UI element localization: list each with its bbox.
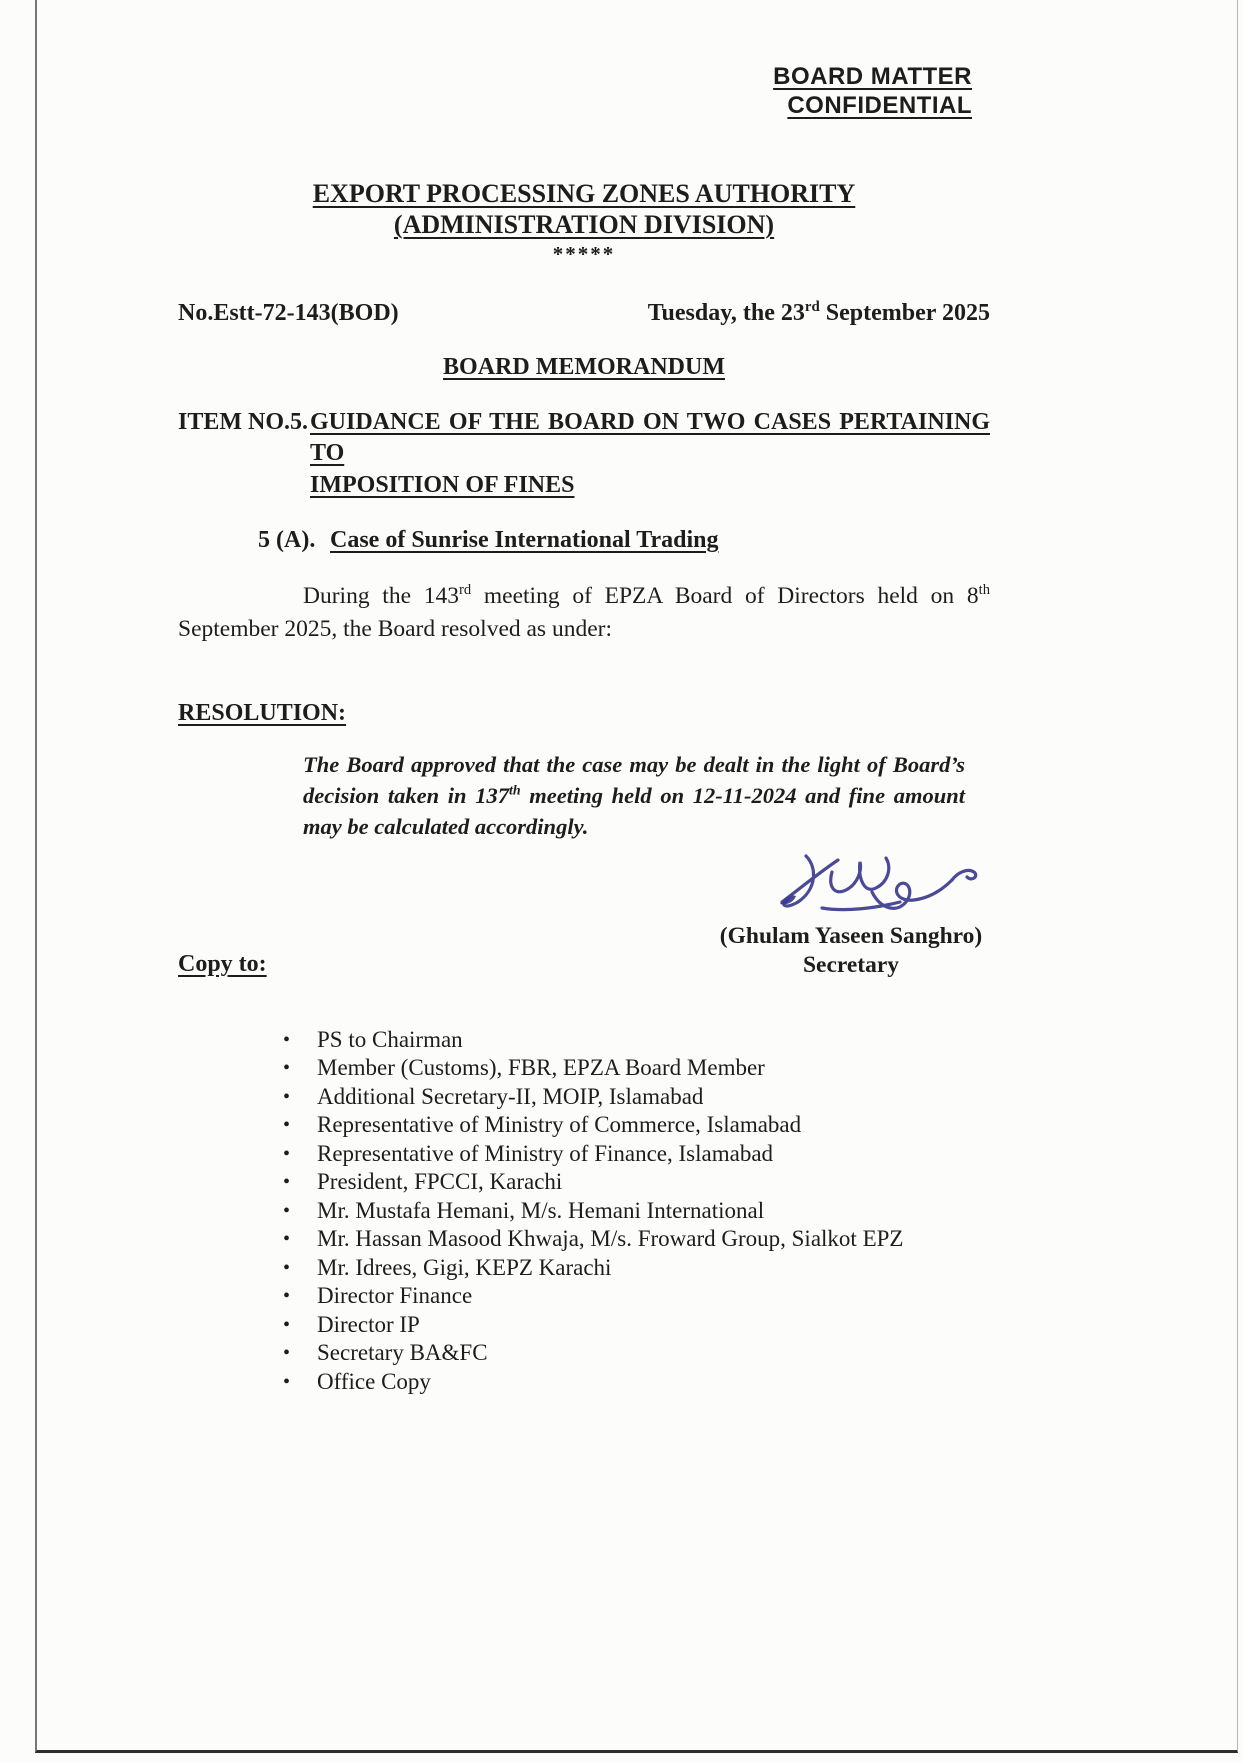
case-number: 5 (A). [258, 527, 316, 553]
copy-to-recipient: President, FPCCI, Karachi [317, 1169, 563, 1194]
stamp-confidential: CONFIDENTIAL [787, 92, 972, 119]
body-paragraph: During the 143rd meeting of EPZA Board of Directors held on 8th September 2025, the Board resolved as under: [178, 582, 990, 642]
copy-to-item [283, 1140, 990, 1169]
signatory-name: (Ghulam Yaseen Sanghro) [719, 922, 983, 949]
copy-to-heading: Copy to: [178, 950, 267, 977]
bullet-icon: • [283, 1313, 291, 1336]
copy-to-recipient: Member (Customs), FBR, EPZA Board Member [317, 1055, 765, 1080]
copy-to-item [283, 1254, 990, 1283]
resolution-heading: RESOLUTION: [178, 699, 347, 726]
copy-to-recipient: Additional Secretary-II, MOIP, Islamabad [317, 1083, 704, 1109]
document-date: Tuesday, the 23rd September 2025 [647, 299, 990, 326]
copy-to-item [283, 1197, 990, 1226]
copy-to-item [283, 1225, 990, 1254]
signatory-title: Secretary [802, 951, 900, 978]
signature-block [716, 846, 986, 980]
copy-to-recipient: Secretary BA&FC [317, 1340, 488, 1365]
copy-to-recipient: Representative of Ministry of Finance, Islamabad [317, 1140, 774, 1166]
item-heading [178, 407, 990, 501]
handwritten-signature-icon [776, 846, 986, 928]
memo-title: BOARD MEMORANDUM [443, 354, 725, 380]
org-name: EXPORT PROCESSING ZONES AUTHORITY [312, 179, 856, 208]
case-heading [178, 527, 990, 554]
copy-to-item [283, 1026, 990, 1055]
bullet-icon: • [283, 1370, 291, 1393]
copy-to-recipient: Director Finance [317, 1283, 473, 1308]
bullet-icon: • [283, 1028, 291, 1051]
resolution-text: The Board approved that the case may be dealt in the light of Board’s decision taken in 137th meeting held on 12-11-2024 and fine amount may be calculated accordingly. [303, 751, 965, 839]
copy-to-item [283, 1168, 990, 1197]
copy-to-recipient: PS to Chairman [317, 1026, 463, 1052]
copy-to-recipient: Director IP [317, 1311, 420, 1337]
bullet-icon: • [283, 1171, 291, 1193]
bullet-icon: • [283, 1342, 291, 1364]
bullet-icon: • [283, 1057, 291, 1079]
signature-copy-row [178, 846, 990, 980]
classification-stamp [178, 62, 990, 120]
bullet-icon: • [283, 1085, 291, 1108]
bullet-icon: • [283, 1228, 291, 1250]
copy-to-recipient: Mr. Mustafa Hemani, M/s. Hemani International [317, 1197, 765, 1223]
reference-row [178, 300, 990, 327]
copy-to-item [283, 1282, 990, 1311]
copy-to-item [283, 1311, 990, 1340]
copy-to-item [283, 1054, 990, 1083]
bullet-icon: • [283, 1114, 291, 1136]
bullet-icon: • [283, 1256, 291, 1279]
copy-to-recipient: Representative of Ministry of Commerce, Islamabad [317, 1112, 802, 1137]
item-title: GUIDANCE OF THE BOARD ON TWO CASES PERTAINING TO IMPOSITION OF FINES [310, 409, 990, 498]
case-title: Case of Sunrise International Trading [330, 527, 719, 553]
letterhead [178, 178, 990, 266]
copy-to-recipient: Mr. Hassan Masood Khwaja, M/s. Froward Group, Sialkot EPZ [317, 1226, 904, 1251]
copy-to-recipient: Office Copy [317, 1368, 431, 1394]
bullet-icon: • [283, 1142, 291, 1165]
stamp-board-matter: BOARD MATTER [773, 63, 972, 90]
copy-to-item [283, 1368, 990, 1397]
bullet-icon: • [283, 1285, 291, 1307]
reference-number: No.Estt-72-143(BOD) [178, 300, 399, 326]
copy-to-item [283, 1083, 990, 1112]
item-number: ITEM NO.5. [178, 409, 309, 435]
document-content [0, 62, 1242, 1396]
copy-to-item [283, 1339, 990, 1368]
org-division: (ADMINISTRATION DIVISION) [393, 210, 775, 239]
copy-to-list [178, 1026, 990, 1397]
copy-to-recipient: Mr. Idrees, Gigi, KEPZ Karachi [317, 1254, 612, 1280]
copy-to-item [283, 1111, 990, 1140]
bullet-icon: • [283, 1199, 291, 1222]
separator-stars: ***** [552, 242, 616, 266]
